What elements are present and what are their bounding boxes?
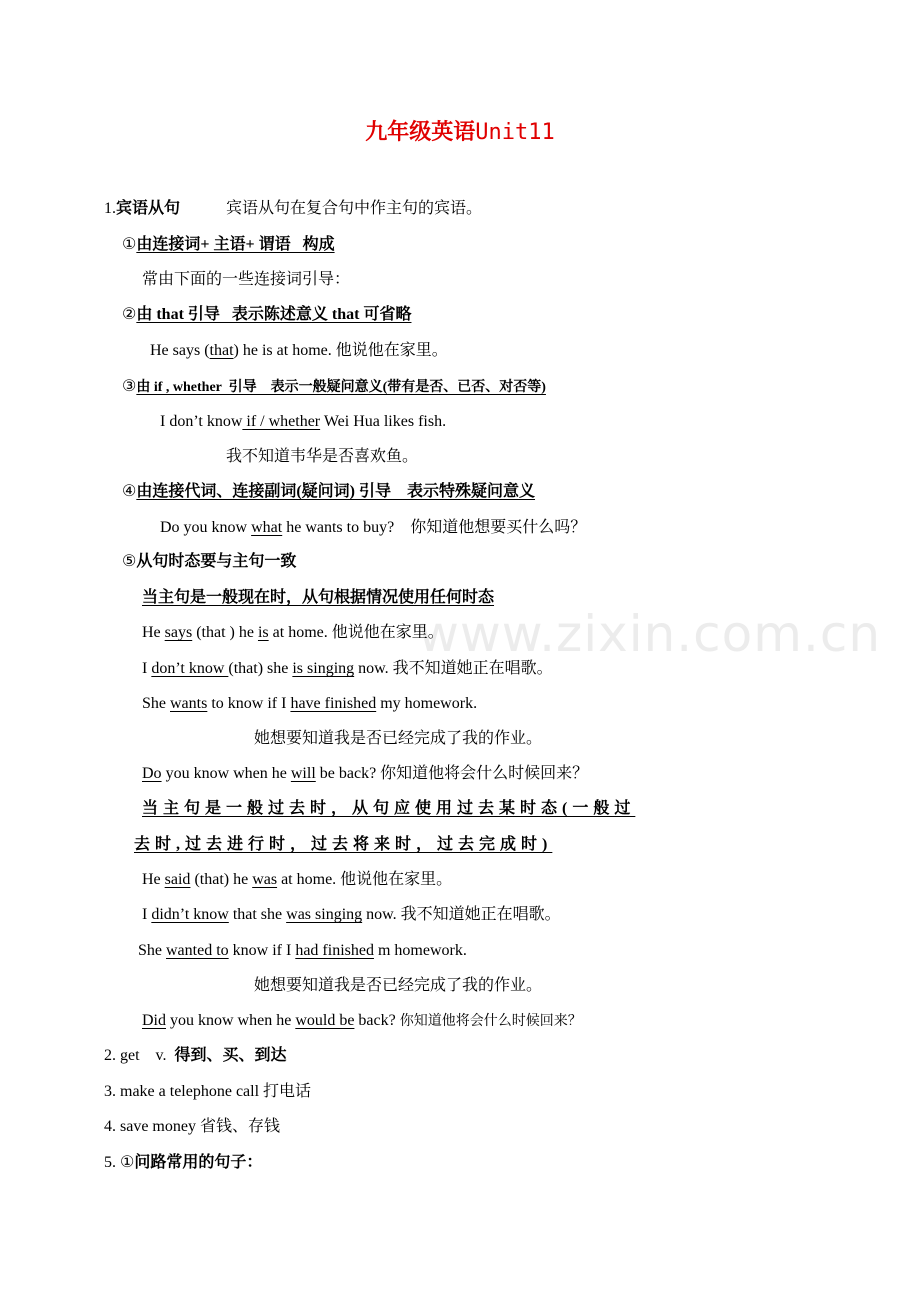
point-text: 由 if , whether 引导 表示一般疑问意义(带有是否、已否、对否等) (136, 380, 546, 395)
point-marker: ① (122, 236, 137, 253)
example-keyword: Do (142, 765, 162, 782)
example-text: you know when he (166, 1012, 296, 1029)
point-marker: ② (122, 306, 137, 323)
title-chinese: 九年级英语 (365, 120, 476, 145)
example-line (160, 517, 586, 539)
example-keyword: was singing (286, 906, 363, 923)
example-text: now. 我不知道她正在唱歌。 (354, 660, 553, 677)
example-line (142, 869, 452, 891)
example-text: He (142, 871, 165, 888)
example-text: m homework. (373, 942, 467, 959)
example-keyword: that (209, 342, 234, 359)
example-text: He says ( (150, 342, 210, 359)
point-text: 从句时态要与主句一致 (136, 553, 297, 570)
example-text: now. 我不知道她正在唱歌。 (362, 906, 561, 923)
section-definition: 宾语从句在复合句中作主句的宾语。 (226, 200, 483, 217)
item-text: 问路常用的句子： (134, 1154, 263, 1171)
example-keyword: would be (295, 1012, 355, 1029)
example-text: ) he is at home. 他说他在家里。 (233, 342, 448, 359)
example-text: be back? 你知道他将会什么时候回来？ (315, 765, 589, 782)
example-translation: 她想要知道我是否已经完成了我的作业。 (254, 977, 543, 994)
example-text: back? (354, 1012, 400, 1029)
example-keyword: don’t know (151, 660, 229, 677)
example-text: (that ) he (192, 624, 258, 641)
example-text: Wei Hua likes fish. (320, 413, 447, 430)
example-text: at home. 他说他在家里。 (277, 871, 453, 888)
point-text: 由 that 引导 表示陈述意义 that 可省略 (136, 306, 412, 323)
item-3: 3. make a telephone call 打电话 (104, 1083, 312, 1100)
example-line (142, 763, 588, 785)
item-5 (104, 1152, 262, 1174)
example-keyword: wants (170, 695, 208, 712)
example-text: to know if I (207, 695, 291, 712)
example-line (142, 904, 561, 926)
example-keyword: if / whether (242, 413, 321, 430)
watermark: www.zixin.com.cn (418, 605, 882, 663)
example-text: I (142, 660, 152, 677)
item-label: 2. get v. (104, 1047, 175, 1064)
example-text: I (142, 906, 152, 923)
example-translation-text: 你知道他将会什么时候回来？ (399, 1014, 582, 1029)
example-line (142, 1010, 582, 1033)
example-translation: 她想要知道我是否已经完成了我的作业。 (254, 730, 543, 747)
example-text: my homework. (376, 695, 478, 712)
example-text: he wants to buy? 你知道他想要买什么吗？ (282, 519, 587, 536)
section-heading: 宾语从句 (116, 200, 181, 217)
item-text: 得到、买、到达 (174, 1047, 287, 1064)
point-2 (122, 304, 411, 326)
item-4: 4. save money 省钱、存钱 (104, 1118, 280, 1135)
example-text: I don’t know (160, 413, 243, 430)
example-text: know if I (228, 942, 296, 959)
example-text: She (138, 942, 166, 959)
example-text: that she (228, 906, 287, 923)
example-line (142, 693, 477, 715)
point-4 (122, 481, 535, 503)
example-text: (that) she (228, 660, 293, 677)
example-keyword: didn’t know (151, 906, 229, 923)
example-line (150, 340, 448, 362)
example-text: you know when he (161, 765, 291, 782)
example-text: (that) he (190, 871, 253, 888)
point-1 (122, 234, 335, 256)
example-text: She (142, 695, 170, 712)
point-marker: ③ (122, 378, 137, 395)
point-marker: ⑤ (122, 553, 137, 570)
point-1-note: 常由下面的一些连接词引导： (142, 271, 351, 288)
example-keyword: Did (142, 1012, 166, 1029)
example-line (160, 411, 446, 433)
point-text: 由连接代词、连接副词(疑问词) 引导 表示特殊疑问意义 (136, 483, 536, 500)
section-1-heading (104, 198, 482, 220)
point-text: 由连接词+ 主语+ 谓语 构成 (136, 236, 335, 253)
example-keyword: said (164, 871, 191, 888)
point-3 (122, 376, 546, 399)
example-translation: 我不知道韦华是否喜欢鱼。 (226, 448, 419, 465)
example-keyword: says (164, 624, 193, 641)
example-keyword: wanted to (166, 942, 229, 959)
example-line (142, 622, 444, 644)
example-keyword: have finished (290, 695, 377, 712)
example-line (138, 940, 467, 962)
past-tense-rule: 当主句是一般过去时，从句应使用过去某时态(一般过 (142, 800, 636, 817)
example-keyword: is (257, 624, 269, 641)
example-keyword: had finished (295, 942, 374, 959)
point-5 (122, 551, 296, 573)
example-keyword: will (290, 765, 316, 782)
example-text: Do you know (160, 519, 252, 536)
title-unit: Unit11 (475, 120, 555, 145)
example-text: at home. 他说他在家里。 (268, 624, 444, 641)
example-keyword: was (252, 871, 278, 888)
point-marker: ④ (122, 483, 137, 500)
section-number: 1. (104, 200, 116, 217)
example-keyword: what (251, 519, 283, 536)
past-tense-rule-continued: 去时,过去进行时，过去将来时，过去完成时) (134, 836, 553, 853)
example-text: He (142, 624, 165, 641)
page-title (0, 118, 920, 148)
present-tense-rule: 当主句是一般现在时，从句根据情况使用任何时态 (142, 589, 495, 606)
item-2 (104, 1045, 287, 1067)
example-line (142, 658, 553, 680)
item-label: 5. ① (104, 1154, 135, 1171)
example-keyword: is singing (292, 660, 355, 677)
